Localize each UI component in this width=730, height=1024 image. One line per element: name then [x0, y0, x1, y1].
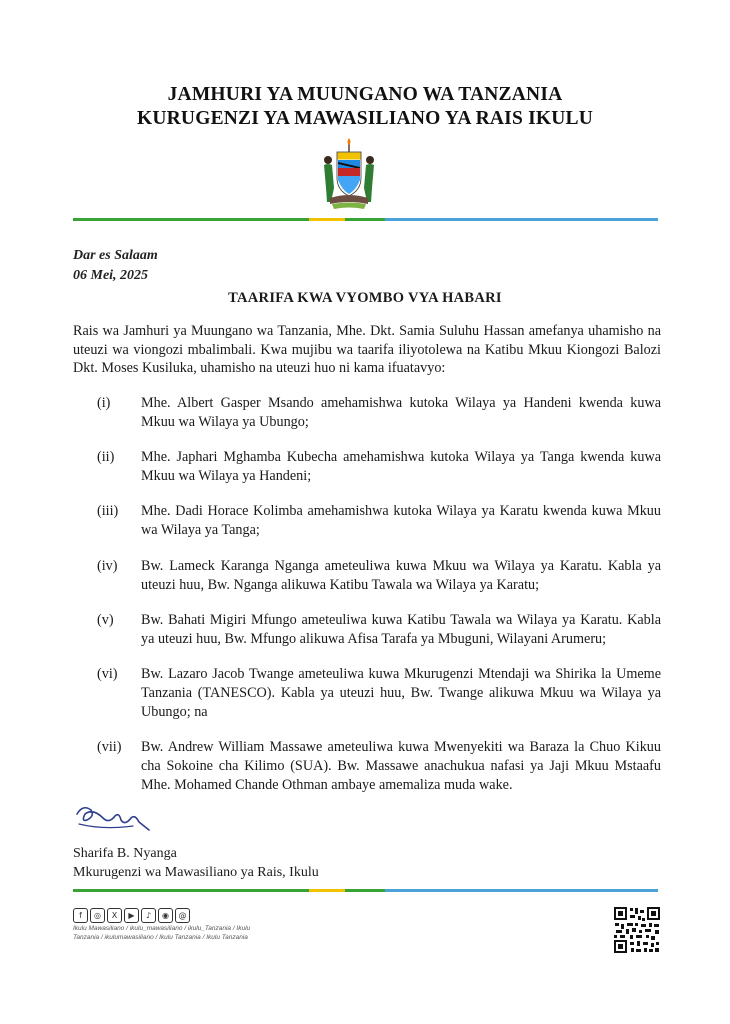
item-text: Bw. Bahati Migiri Mfungo ameteuliwa kuwa Katibu Tawala wa Wilaya ya Karatu. Kabla ya uteuzi huu, Bw. Mfungo alikuwa Afisa Tarafa ya Mbuguni, Wilayani Arumeru;: [141, 612, 661, 647]
threads-icon[interactable]: @: [175, 908, 190, 923]
item-number: (vii): [97, 739, 122, 755]
date: 06 Mei, 2025: [73, 268, 149, 283]
social-icons: [73, 908, 190, 923]
item-text: Bw. Lazaro Jacob Twange ameteuliwa kuwa Mkurugenzi Mtendaji wa Shirika la Umeme Tanzania (TANESCO). Kabla ya uteuzi huu, Bw. Twange alikuwa Mkuu wa Wilaya ya Ubungo; na: [141, 666, 661, 720]
header-color-stripe: [73, 218, 658, 221]
item-text: Mhe. Albert Gasper Msando amehamishwa kutoka Wilaya ya Handeni kwenda kuwa Mkuu wa Wilaya ya Ubungo;: [141, 395, 661, 430]
tanzania-coat-of-arms-icon: [318, 138, 380, 210]
header-title-line1: JAMHURI YA MUUNGANO WA TANZANIA: [167, 84, 563, 105]
spotify-icon[interactable]: ◉: [158, 908, 173, 923]
signer-name: Sharifa B. Nyanga: [73, 846, 177, 861]
place: Dar es Salaam: [73, 248, 158, 263]
intro-paragraph: Rais wa Jamhuri ya Muungano wa Tanzania, Mhe. Dkt. Samia Suluhu Hassan amefanya uhamisho na uteuzi wa viongozi mbalimbali. Kwa mujibu wa taarifa iliyotolewa na Katibu Mkuu Kiongozi Balozi Dkt. Moses Kusiluka, uhamisho na uteuzi huo ni kama ifuatavyo:: [73, 323, 661, 376]
item-number: (ii): [97, 449, 115, 465]
social-handles: Ikulu Mawasiliano / ikulu_mawasiliano / ikulu_Tanzania / Ikulu Tanzania / ikulumawasiliano / Ikulu Tanzania / Ikulu Tanzania: [73, 925, 251, 941]
qr-code-icon[interactable]: [613, 906, 661, 954]
document-subject: TAARIFA KWA VYOMBO VYA HABARI: [228, 290, 502, 306]
instagram-icon[interactable]: ◎: [90, 908, 105, 923]
item-number: (i): [97, 395, 111, 411]
item-number: (vi): [97, 666, 118, 682]
item-text: Mhe. Dadi Horace Kolimba amehamishwa kutoka Wilaya ya Karatu kwenda kuwa Mkuu wa Wilaya ya Tanga;: [141, 503, 661, 538]
signer-title: Mkurugenzi wa Mawasiliano ya Rais, Ikulu: [73, 865, 319, 880]
item-text: Bw. Lameck Karanga Nganga ameteuliwa kuwa Mkuu wa Wilaya ya Karatu. Kabla ya uteuzi huu, Bw. Nganga alikuwa Katibu Tawala wa Wilaya ya Karatu;: [141, 558, 661, 593]
item-number: (v): [97, 612, 114, 628]
tiktok-icon[interactable]: ♪: [141, 908, 156, 923]
item-text: Mhe. Japhari Mghamba Kubecha amehamishwa kutoka Wilaya ya Tanga kwenda kuwa Mkuu wa Wilaya ya Handeni;: [141, 449, 661, 484]
youtube-icon[interactable]: ▶: [124, 908, 139, 923]
item-number: (iii): [97, 503, 119, 519]
facebook-icon[interactable]: f: [73, 908, 88, 923]
handwritten-signature: [73, 800, 153, 840]
item-number: (iv): [97, 558, 118, 574]
item-text: Bw. Andrew William Massawe ameteuliwa kuwa Mwenyekiti wa Baraza la Chuo Kikuu cha Sokoine cha Kilimo (SUA). Bw. Massawe anachukua nafasi ya Jaji Mkuu Mstaafu Mhe. Mohamed Chande Othman ambaye amemaliza muda wake.: [141, 739, 661, 793]
header-title-line2: KURUGENZI YA MAWASILIANO YA RAIS IKULU: [136, 108, 594, 129]
footer-color-stripe: [73, 889, 658, 892]
x-icon[interactable]: X: [107, 908, 122, 923]
